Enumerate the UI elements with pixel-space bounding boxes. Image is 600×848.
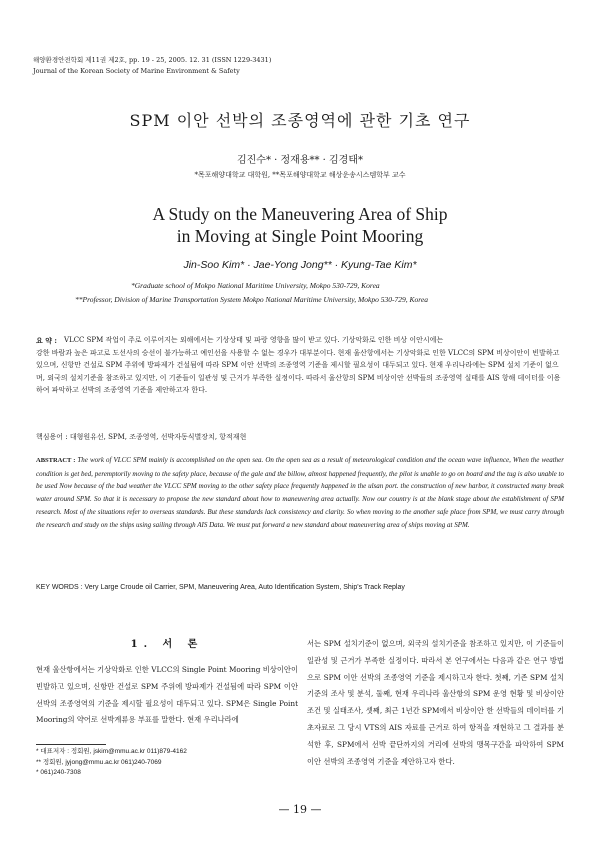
english-abstract [36, 454, 564, 531]
korean-abstract-first-line: VLCC SPM 작업이 주로 이루어지는 외해에서는 기상상태 및 파랑 영향을 많이 받고 있다. 기상악화로 인한 비상 이안시에는 [64, 336, 444, 344]
korean-affiliations: *목포해양대학교 대학원, **목포해양대학교 해상운송시스템학부 교수 [194, 171, 406, 179]
english-keywords: KEY WORDS : Very Large Croude oil Carrier, SPM, Maneuvering Area, Auto Identification System, Ship's Track Replay [36, 584, 405, 591]
english-abstract-label: ABSTRACT : [36, 457, 76, 464]
footnotes [36, 747, 187, 779]
english-affiliation-1: *Graduate school of Mokpo National Maritime University, Mokpo 530-729, Korea [131, 281, 380, 290]
korean-title: SPM 이안 선박의 조종영역에 관한 기초 연구 [129, 111, 471, 130]
english-title-line2: in Moving at Single Point Mooring [176, 226, 424, 246]
footnote-1: * 대표저자 : 정회원, jskim@mmu.ac.kr 011)879-4162 [36, 748, 187, 755]
english-abstract-text: The work of VLCC SPM mainly is accomplished on the open sea. On the open sea as a result of meteorological condition and the ocean wave influence, When the weather condition is get bed, peremptorily moving to the safety place, because of the gale and the billow, almost happened frequently, the pilot is unable to go on board and the tug is also unable to be used Now because of the bad weather the VLCC SPM moving to the other safety place frequently happened in the ulsan port. the construction of new harbor, it constructed many break water around SPM. So that it is necessary to propose the new standard about how to maneuvering area actually. Now our country is at the blank stage about the establishment of SPM research. Most of the situations refer to overseas standards. But these standards lack consistency and clarity. So when moving to the another safe place from SPM, we must carry through the research and study on the ships using sailing through AIS Data. We must put forward a new standard about maneuvering area of ships moving at SPM. [36, 456, 564, 529]
section-title-introduction: 1. 서 론 [130, 639, 204, 650]
english-title-line1: A Study on the Maneuvering Area of Ship [152, 204, 448, 224]
footnote-divider [36, 744, 106, 745]
korean-abstract-label: 요 약 : [36, 336, 57, 345]
english-title [0, 203, 600, 247]
footnote-2: ** 정회원, jyjong@mmu.ac.kr 061)240-7069 [36, 758, 162, 766]
footnote-3: * 061)240-7308 [36, 769, 81, 776]
english-affiliation-2: **Professor, Division of Marine Transportation System Mokpo National Maritime University, Mokpo 530-729, Korea [75, 295, 428, 304]
journal-header-line2: Journal of the Korean Society of Marine Environment & Safety [33, 67, 240, 75]
korean-authors: 김진수* · 정재용** · 김경태* [236, 155, 363, 166]
body-column-left: 현재 울산항에서는 기상악화로 인한 VLCC의 Single Point Mooring 비상이안이 빈발하고 있으며, 신항만 건설로 SPM 주위에 방파제가 건설됨에 따라 SPM 이안 선박의 조종영역의 기준을 제시할 필요성이 대두되고 있다. SPM은 Single Point Mooring의 약어로 선박계류용 부표를 말한다. 현재 우리나라에 [36, 665, 298, 725]
page-number: — 19 — [278, 803, 322, 816]
korean-abstract-body: 강한 바람과 높은 파고로 도선사의 승선이 불가능하고 예인선을 사용할 수 없는 경우가 대부분이다. 현재 울산항에서는 기상악화로 인한 VLCC의 SPM 비상이안이 빈발하고 있으며, 신항만 건설로 SPM 주위에 방파제가 건설됨에 따라 SPM 이안 선박의 조종영역 기준을 제시할 필요성이 대두되고 있다. 현재 우리나라에는 SPM 설치 기준이 없으며, 외국의 설치기준을 참조하고 있지만, 이 기준들이 일관성 및 근거가 부족한 실정이다. 따라서 울산항의 SPM 비상이안 선박들의 조종영역 실태를 AIS 항해 데이터를 이용하여 파악하고 선박의 조종영역 기준을 제안하고자 한다. [36, 348, 561, 395]
english-authors: Jin-Soo Kim* · Jae-Yong Jong** · Kyung-Tae Kim* [183, 259, 417, 271]
korean-keywords: 핵심용어 : 대형원유선, SPM, 조종영역, 선박자동식별장치, 항적재현 [36, 433, 247, 441]
body-column-right: 서는 SPM 설치기준이 없으며, 외국의 설치기준을 참조하고 있지만, 이 기준들이 일관성 및 근거가 부족한 실정이다. 따라서 본 연구에서는 다음과 같은 연구 방법으로 SPM 이안 선박의 조종영역 기준을 제시하고자 한다. 첫째, 기존 SPM 설치기준의 조사 및 분석, 둘째, 현재 우리나라 울산항의 SPM 운영 현황 및 비상이안 조건 및 실태조사, 셋째, 최근 1년간 SPM에서 비상이안 한 선박들의 데이터를 기초자료로 그 당시 VTS의 AIS 자료를 근거로 하여 항적을 재현하고 그 결과를 분석한 후, SPM에서 선박 끝단까지의 거리에 선박의 맹목구간을 파악하여 SPM 이안 선박의 조종영역 기준을 제안하고자 한다. [307, 639, 564, 766]
journal-header-line1: 해양환경안전학회 제11권 제2호, pp. 19 - 25, 2005. 12. 31 (ISSN 1229-3431) [33, 56, 272, 64]
